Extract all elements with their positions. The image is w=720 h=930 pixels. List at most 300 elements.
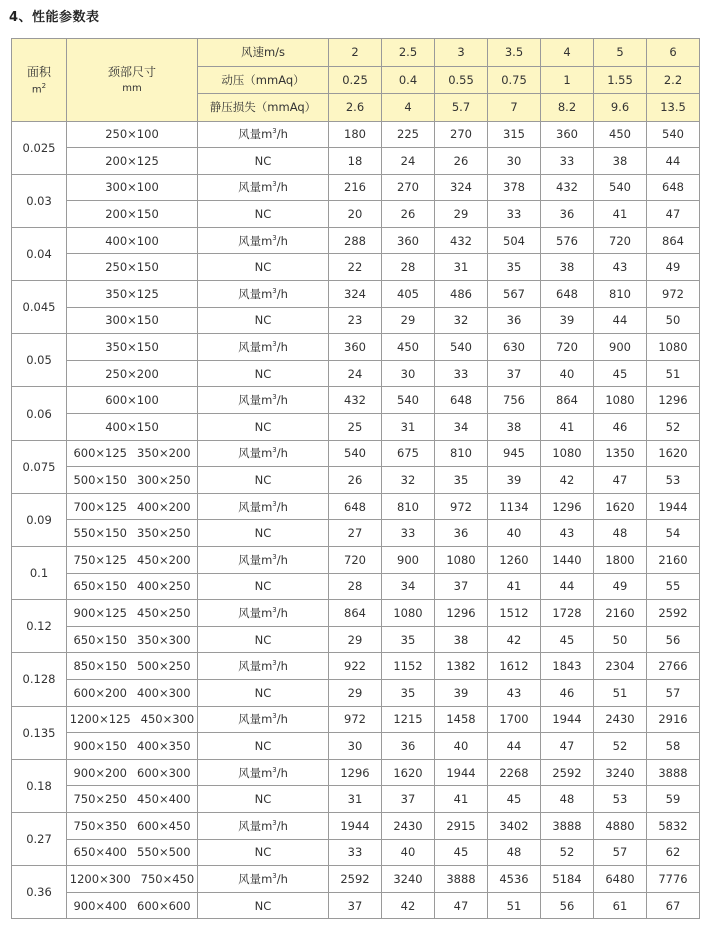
airflow-value-cell: 3240 (594, 759, 647, 786)
area-cell: 0.09 (12, 493, 67, 546)
nc-value-cell: 28 (329, 573, 382, 600)
nc-value-cell: 29 (329, 679, 382, 706)
table-row (12, 227, 700, 254)
neck-size-cell (67, 467, 198, 494)
nc-label-cell: NC (198, 201, 329, 228)
airflow-value-cell: 1080 (594, 387, 647, 414)
airflow-label-sup: 3 (272, 287, 277, 296)
airflow-label-text: 风量m (238, 286, 273, 301)
table-row (12, 866, 700, 893)
nc-value-cell: 41 (488, 573, 541, 600)
neck-size-cell (67, 281, 198, 308)
neck-size-text: 400×250 (137, 579, 191, 594)
nc-value-cell: 67 (647, 892, 700, 919)
header-row-speed (12, 39, 700, 67)
airflow-value-cell: 450 (594, 121, 647, 148)
speed-label: 风速m/s (198, 39, 329, 67)
airflow-value-cell: 6480 (594, 866, 647, 893)
nc-value-cell: 42 (541, 467, 594, 494)
airflow-value-cell: 648 (435, 387, 488, 414)
airflow-value-cell: 1296 (541, 493, 594, 520)
table-row (12, 547, 700, 574)
area-header-label: 面积 (26, 64, 51, 79)
airflow-label-text: 风量m (238, 499, 273, 514)
speed-cell: 3 (435, 39, 488, 67)
neck-size-cell (67, 201, 198, 228)
neck-size-cell (67, 812, 198, 839)
nc-value-cell: 39 (541, 307, 594, 334)
nc-value-cell: 44 (541, 573, 594, 600)
airflow-label-text: 风量m (238, 340, 273, 355)
section-title: 4、性能参数表 (9, 10, 100, 25)
airflow-label-cell (198, 759, 329, 786)
neck-size-cell (67, 626, 198, 653)
nc-value-cell: 36 (435, 520, 488, 547)
table-row (12, 493, 700, 520)
airflow-label-sup: 3 (272, 872, 277, 881)
airflow-label-cell (198, 387, 329, 414)
table-row (12, 520, 700, 547)
airflow-value-cell: 405 (382, 281, 435, 308)
neck-size-text: 400×150 (105, 419, 159, 434)
table-row (12, 307, 700, 334)
nc-value-cell: 43 (488, 679, 541, 706)
nc-label-cell: NC (198, 679, 329, 706)
airflow-value-cell: 1843 (541, 653, 594, 680)
nc-label-cell: NC (198, 626, 329, 653)
nc-value-cell: 46 (594, 414, 647, 441)
neck-size-text: 350×150 (105, 340, 159, 355)
speed-cell: 5 (594, 39, 647, 67)
neck-size-text: 350×200 (137, 446, 191, 461)
neck-size-cell (67, 679, 198, 706)
neck-size-text: 450×300 (140, 712, 195, 727)
airflow-label-sup: 3 (272, 499, 277, 508)
airflow-value-cell: 922 (329, 653, 382, 680)
nc-value-cell: 34 (382, 573, 435, 600)
neck-size-text: 450×400 (137, 792, 191, 807)
airflow-value-cell: 1296 (329, 759, 382, 786)
area-header (12, 39, 67, 122)
table-row (12, 812, 700, 839)
airflow-label-tail: /h (276, 340, 288, 355)
airflow-value-cell: 648 (541, 281, 594, 308)
nc-value-cell: 34 (435, 414, 488, 441)
airflow-value-cell: 1512 (488, 600, 541, 627)
neck-size-text: 1200×125 (69, 712, 131, 727)
nc-value-cell: 42 (488, 626, 541, 653)
airflow-label-cell (198, 440, 329, 467)
airflow-value-cell: 2160 (594, 600, 647, 627)
airflow-value-cell: 810 (594, 281, 647, 308)
airflow-value-cell: 1944 (435, 759, 488, 786)
neck-header-unit: mm (122, 83, 142, 95)
airflow-value-cell: 567 (488, 281, 541, 308)
airflow-label-sup: 3 (272, 340, 277, 349)
neck-size-text: 900×150 (73, 738, 127, 753)
airflow-label-tail: /h (276, 659, 288, 674)
airflow-label-tail: /h (276, 552, 288, 567)
airflow-value-cell: 1260 (488, 547, 541, 574)
neck-size-cell (67, 653, 198, 680)
airflow-value-cell: 1944 (541, 706, 594, 733)
table-row (12, 440, 700, 467)
airflow-value-cell: 360 (382, 227, 435, 254)
airflow-value-cell: 216 (329, 174, 382, 201)
neck-size-text: 600×100 (105, 393, 159, 408)
neck-size-cell (67, 547, 198, 574)
area-cell: 0.05 (12, 334, 67, 387)
airflow-value-cell: 360 (541, 121, 594, 148)
nc-value-cell: 52 (594, 733, 647, 760)
neck-size-cell (67, 334, 198, 361)
neck-size-text: 350×125 (105, 286, 159, 301)
airflow-label-tail: /h (276, 446, 288, 461)
airflow-value-cell: 360 (329, 334, 382, 361)
neck-size-text: 750×450 (140, 871, 195, 886)
neck-size-text: 400×100 (105, 233, 159, 248)
neck-size-text: 550×500 (137, 845, 191, 860)
nc-value-cell: 33 (488, 201, 541, 228)
dynamic-cell: 0.4 (382, 66, 435, 94)
airflow-value-cell: 4880 (594, 812, 647, 839)
airflow-value-cell: 5832 (647, 812, 700, 839)
neck-size-cell (67, 387, 198, 414)
airflow-value-cell: 1080 (382, 600, 435, 627)
neck-size-cell (67, 307, 198, 334)
neck-header (67, 39, 198, 122)
table-row (12, 706, 700, 733)
neck-size-text: 300×250 (137, 473, 191, 488)
area-cell: 0.06 (12, 387, 67, 440)
airflow-label-tail: /h (276, 871, 288, 886)
airflow-label-cell (198, 493, 329, 520)
nc-value-cell: 47 (594, 467, 647, 494)
speed-cell: 2 (329, 39, 382, 67)
neck-size-cell (67, 520, 198, 547)
nc-value-cell: 36 (382, 733, 435, 760)
performance-table (11, 38, 700, 919)
airflow-value-cell: 1440 (541, 547, 594, 574)
nc-value-cell: 29 (435, 201, 488, 228)
airflow-value-cell: 1080 (435, 547, 488, 574)
area-unit-sup: 2 (41, 81, 47, 90)
nc-value-cell: 54 (647, 520, 700, 547)
airflow-value-cell: 450 (382, 334, 435, 361)
nc-value-cell: 42 (382, 892, 435, 919)
dynamic-cell: 1.55 (594, 66, 647, 94)
area-cell: 0.04 (12, 227, 67, 280)
nc-value-cell: 49 (594, 573, 647, 600)
nc-value-cell: 36 (541, 201, 594, 228)
airflow-value-cell: 720 (329, 547, 382, 574)
airflow-value-cell: 1620 (382, 759, 435, 786)
area-cell: 0.075 (12, 440, 67, 493)
area-cell: 0.045 (12, 281, 67, 334)
nc-value-cell: 44 (647, 148, 700, 175)
airflow-value-cell: 864 (541, 387, 594, 414)
airflow-value-cell: 486 (435, 281, 488, 308)
airflow-value-cell: 864 (647, 227, 700, 254)
airflow-value-cell: 2766 (647, 653, 700, 680)
airflow-value-cell: 648 (329, 493, 382, 520)
nc-label-cell: NC (198, 520, 329, 547)
neck-size-text: 250×100 (105, 127, 159, 142)
airflow-label-cell (198, 174, 329, 201)
nc-value-cell: 47 (435, 892, 488, 919)
nc-value-cell: 23 (329, 307, 382, 334)
airflow-value-cell: 2592 (329, 866, 382, 893)
nc-value-cell: 40 (488, 520, 541, 547)
dynamic-cell: 2.2 (647, 66, 700, 94)
neck-size-cell (67, 414, 198, 441)
airflow-value-cell: 2430 (382, 812, 435, 839)
neck-size-text: 200×150 (105, 207, 159, 222)
nc-value-cell: 29 (382, 307, 435, 334)
nc-value-cell: 25 (329, 414, 382, 441)
nc-value-cell: 38 (541, 254, 594, 281)
nc-value-cell: 37 (488, 360, 541, 387)
dynamic-cell: 1 (541, 66, 594, 94)
airflow-value-cell: 1296 (435, 600, 488, 627)
airflow-value-cell: 1458 (435, 706, 488, 733)
airflow-value-cell: 3888 (541, 812, 594, 839)
airflow-label-text: 风量m (238, 765, 273, 780)
nc-value-cell: 30 (329, 733, 382, 760)
nc-value-cell: 38 (435, 626, 488, 653)
table-row (12, 360, 700, 387)
nc-label-cell: NC (198, 148, 329, 175)
neck-size-cell (67, 866, 198, 893)
airflow-label-cell (198, 866, 329, 893)
nc-value-cell: 41 (594, 201, 647, 228)
neck-size-text: 400×300 (137, 685, 191, 700)
nc-value-cell: 44 (488, 733, 541, 760)
neck-size-text: 750×250 (73, 792, 127, 807)
airflow-value-cell: 945 (488, 440, 541, 467)
nc-label-cell: NC (198, 254, 329, 281)
nc-value-cell: 40 (541, 360, 594, 387)
airflow-value-cell: 1080 (647, 334, 700, 361)
airflow-value-cell: 2916 (647, 706, 700, 733)
neck-size-cell (67, 121, 198, 148)
static-cell: 4 (382, 94, 435, 122)
nc-label-cell: NC (198, 733, 329, 760)
neck-size-cell (67, 440, 198, 467)
nc-value-cell: 57 (647, 679, 700, 706)
neck-size-text: 600×300 (137, 765, 191, 780)
airflow-label-text: 风量m (238, 605, 273, 620)
airflow-label-text: 风量m (238, 127, 273, 142)
nc-value-cell: 40 (435, 733, 488, 760)
airflow-value-cell: 972 (435, 493, 488, 520)
airflow-value-cell: 630 (488, 334, 541, 361)
airflow-value-cell: 1152 (382, 653, 435, 680)
airflow-value-cell: 3888 (435, 866, 488, 893)
nc-value-cell: 41 (541, 414, 594, 441)
airflow-label-sup: 3 (272, 659, 277, 668)
area-unit-text: m (31, 83, 42, 95)
airflow-value-cell: 540 (435, 334, 488, 361)
nc-value-cell: 26 (435, 148, 488, 175)
neck-size-text: 500×250 (137, 659, 191, 674)
airflow-label-cell (198, 281, 329, 308)
table-row (12, 174, 700, 201)
table-body (12, 39, 700, 919)
airflow-label-text: 风量m (238, 393, 273, 408)
nc-value-cell: 37 (329, 892, 382, 919)
table-row (12, 839, 700, 866)
airflow-value-cell: 4536 (488, 866, 541, 893)
airflow-value-cell: 540 (594, 174, 647, 201)
table-row (12, 892, 700, 919)
area-cell: 0.12 (12, 600, 67, 653)
neck-size-text: 200×125 (105, 153, 159, 168)
nc-value-cell: 35 (382, 679, 435, 706)
nc-label-cell: NC (198, 307, 329, 334)
airflow-label-sup: 3 (272, 818, 277, 827)
nc-value-cell: 44 (594, 307, 647, 334)
neck-size-text: 600×125 (73, 446, 127, 461)
table-row (12, 148, 700, 175)
dynamic-pressure-label: 动压（mmAq） (198, 66, 329, 94)
nc-value-cell: 33 (382, 520, 435, 547)
neck-size-text: 900×400 (73, 898, 127, 913)
neck-size-text: 300×100 (105, 180, 159, 195)
airflow-value-cell: 1700 (488, 706, 541, 733)
nc-value-cell: 56 (541, 892, 594, 919)
airflow-value-cell: 324 (329, 281, 382, 308)
neck-size-text: 750×350 (73, 818, 127, 833)
airflow-value-cell: 2160 (647, 547, 700, 574)
airflow-value-cell: 2592 (647, 600, 700, 627)
airflow-value-cell: 1620 (594, 493, 647, 520)
table-row (12, 254, 700, 281)
airflow-label-tail: /h (276, 712, 288, 727)
nc-value-cell: 26 (382, 201, 435, 228)
airflow-value-cell: 3240 (382, 866, 435, 893)
dynamic-cell: 0.55 (435, 66, 488, 94)
airflow-value-cell: 864 (329, 600, 382, 627)
airflow-value-cell: 540 (382, 387, 435, 414)
nc-value-cell: 62 (647, 839, 700, 866)
airflow-value-cell: 576 (541, 227, 594, 254)
airflow-label-cell (198, 812, 329, 839)
nc-label-cell: NC (198, 467, 329, 494)
neck-size-cell (67, 573, 198, 600)
airflow-label-cell (198, 653, 329, 680)
nc-value-cell: 48 (594, 520, 647, 547)
airflow-value-cell: 3888 (647, 759, 700, 786)
speed-cell: 6 (647, 39, 700, 67)
nc-value-cell: 57 (594, 839, 647, 866)
airflow-value-cell: 972 (647, 281, 700, 308)
neck-size-text: 750×125 (73, 552, 127, 567)
neck-size-text: 600×600 (137, 898, 191, 913)
nc-value-cell: 51 (488, 892, 541, 919)
nc-value-cell: 49 (647, 254, 700, 281)
neck-size-cell (67, 600, 198, 627)
nc-value-cell: 22 (329, 254, 382, 281)
neck-size-text: 500×150 (73, 473, 127, 488)
dynamic-cell: 0.25 (329, 66, 382, 94)
neck-size-cell (67, 786, 198, 813)
nc-value-cell: 45 (435, 839, 488, 866)
nc-value-cell: 46 (541, 679, 594, 706)
nc-value-cell: 32 (435, 307, 488, 334)
nc-value-cell: 50 (647, 307, 700, 334)
nc-value-cell: 33 (329, 839, 382, 866)
neck-size-cell (67, 174, 198, 201)
nc-value-cell: 27 (329, 520, 382, 547)
airflow-value-cell: 1944 (647, 493, 700, 520)
airflow-label-tail: /h (276, 605, 288, 620)
neck-size-cell (67, 759, 198, 786)
airflow-value-cell: 2592 (541, 759, 594, 786)
airflow-label-cell (198, 600, 329, 627)
neck-size-text: 850×150 (73, 659, 127, 674)
nc-value-cell: 47 (541, 733, 594, 760)
airflow-label-sup: 3 (272, 552, 277, 561)
airflow-value-cell: 288 (329, 227, 382, 254)
airflow-label-tail: /h (276, 499, 288, 514)
airflow-value-cell: 1215 (382, 706, 435, 733)
nc-value-cell: 52 (541, 839, 594, 866)
speed-cell: 2.5 (382, 39, 435, 67)
nc-value-cell: 61 (594, 892, 647, 919)
airflow-value-cell: 1620 (647, 440, 700, 467)
airflow-label-text: 风量m (238, 712, 273, 727)
airflow-value-cell: 315 (488, 121, 541, 148)
airflow-label-tail: /h (276, 393, 288, 408)
nc-value-cell: 36 (488, 307, 541, 334)
table-row (12, 573, 700, 600)
nc-value-cell: 45 (541, 626, 594, 653)
nc-label-cell: NC (198, 892, 329, 919)
nc-value-cell: 35 (382, 626, 435, 653)
nc-value-cell: 35 (488, 254, 541, 281)
airflow-label-sup: 3 (272, 606, 277, 615)
nc-value-cell: 31 (435, 254, 488, 281)
airflow-value-cell: 270 (435, 121, 488, 148)
nc-value-cell: 31 (382, 414, 435, 441)
airflow-value-cell: 378 (488, 174, 541, 201)
airflow-label-tail: /h (276, 818, 288, 833)
airflow-label-text: 风量m (238, 180, 273, 195)
airflow-label-sup: 3 (272, 127, 277, 136)
airflow-label-cell (198, 227, 329, 254)
nc-value-cell: 45 (488, 786, 541, 813)
airflow-value-cell: 540 (329, 440, 382, 467)
airflow-value-cell: 720 (541, 334, 594, 361)
nc-value-cell: 41 (435, 786, 488, 813)
nc-value-cell: 33 (541, 148, 594, 175)
static-pressure-label: 静压损失（mmAq） (198, 94, 329, 122)
neck-size-text: 400×200 (137, 499, 191, 514)
static-cell: 9.6 (594, 94, 647, 122)
table-row (12, 281, 700, 308)
nc-value-cell: 31 (329, 786, 382, 813)
airflow-value-cell: 1944 (329, 812, 382, 839)
speed-cell: 4 (541, 39, 594, 67)
airflow-label-cell (198, 547, 329, 574)
neck-size-text: 900×125 (73, 605, 127, 620)
airflow-label-tail: /h (276, 765, 288, 780)
airflow-label-sup: 3 (272, 712, 277, 721)
area-cell: 0.27 (12, 812, 67, 865)
neck-size-text: 700×125 (73, 499, 127, 514)
static-cell: 2.6 (329, 94, 382, 122)
